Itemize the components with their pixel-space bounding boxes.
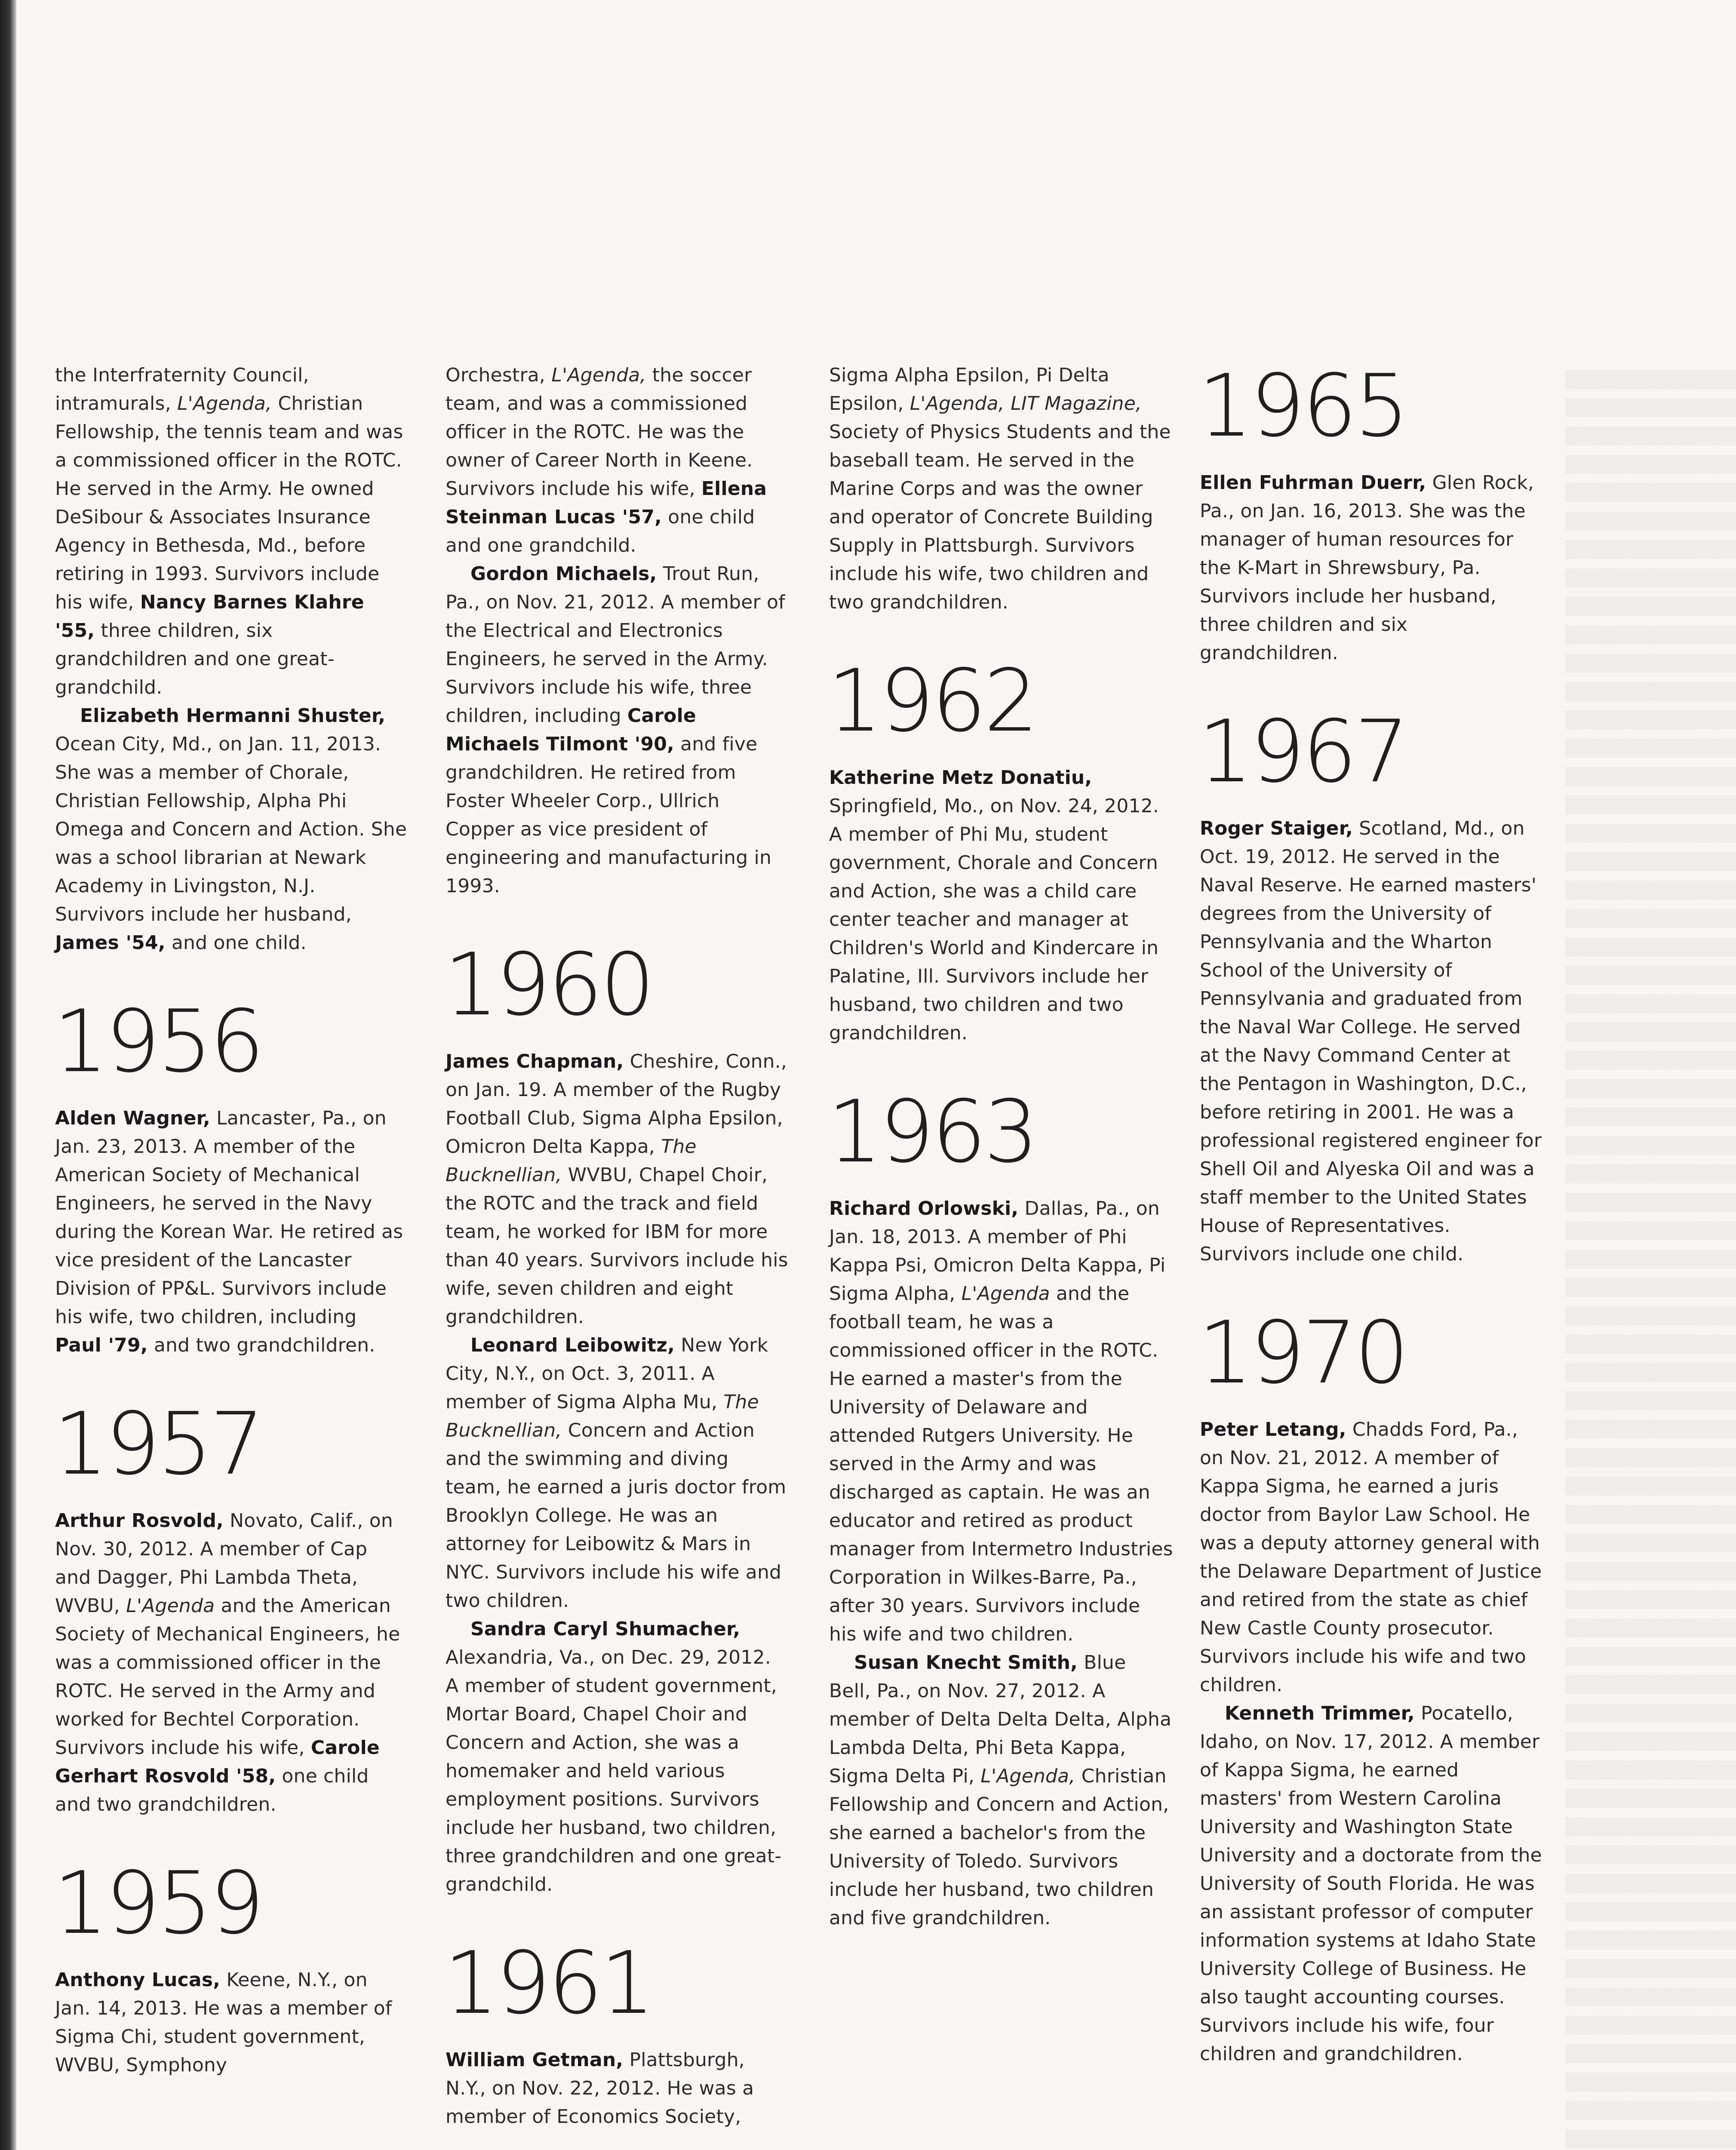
obituary-text: Trout Run, Pa., on Nov. 21, 2012. A member of the Electrical and Electronics Engineers, he served in the Army. Survivors include his wife, three children, including bbox=[446, 563, 785, 727]
obituary-text: Ocean City, Md., on Jan. 11, 2013. She was a member of Chorale, Christian Fellowship, Alpha Phi Omega and Concern and Action. She was a school librarian at Newark Academy in Livingston, N.J. Survivors include her husband, bbox=[55, 733, 407, 925]
obituary-paragraph bbox=[446, 560, 790, 900]
class-year-heading: 1963 bbox=[827, 1082, 1036, 1182]
person-name: Anthony Lucas, bbox=[55, 1969, 221, 1991]
obituary-paragraph bbox=[446, 1331, 790, 1615]
obituary-text: Orchestra, bbox=[446, 364, 552, 386]
obituary-text: and five grandchildren. He retired from Foster Wheeler Corp., Ullrich Copper as vice president of engineering and manufacturing in 1993. bbox=[446, 733, 772, 897]
class-year-heading: 1962 bbox=[827, 651, 1036, 751]
obituary-paragraph bbox=[1200, 1699, 1544, 2068]
obituary-text: Christian Fellowship and Concern and Action, she earned a bachelor's from the University of Toledo. Survivors include her husband, two children and five grandchildren. bbox=[829, 1765, 1169, 1929]
person-name: Sandra Caryl Shumacher, bbox=[470, 1618, 740, 1640]
obituary-paragraph bbox=[829, 764, 1173, 1047]
obituary-paragraph bbox=[1200, 469, 1544, 667]
publication-name: The Bucknellian, bbox=[446, 1136, 697, 1186]
person-name: Carole Gerhart Rosvold '58, bbox=[55, 1737, 380, 1787]
obituary-text: Cheshire, Conn., on Jan. 19. A member of the Rugby Football Club, Sigma Alpha Epsilon, Omicron Delta Kappa, bbox=[446, 1050, 787, 1158]
obituary-text: Springfield, Mo., on Nov. 24, 2012. A member of Phi Mu, student government, Chorale and Concern and Action, she was a child care center teacher and manager at Children's World and Kindercare in Palatine, Ill. Survivors include her husband, two children and two grandchildren. bbox=[829, 795, 1159, 1044]
person-name: Paul '79, bbox=[55, 1334, 148, 1356]
publication-name: L'Agenda bbox=[126, 1595, 215, 1617]
obituary-paragraph bbox=[55, 1507, 408, 1819]
person-name: Susan Knecht Smith, bbox=[854, 1652, 1078, 1674]
obituary-paragraph bbox=[446, 361, 790, 560]
obituary-text: Society of Physics Students and the baseball team. He served in the Marine Corps and was the owner and operator of Concrete Building Supply in Plattsburgh. Survivors include his wife, two children and two grandchildren. bbox=[829, 421, 1171, 613]
person-name: Carole Michaels Tilmont '90, bbox=[446, 705, 696, 755]
obituary-text: Glen Rock, Pa., on Jan. 16, 2013. She was the manager of human resources for the K-Mart in Shrewsbury, Pa. Survivors include her husband, three children and six grandchildren. bbox=[1200, 472, 1534, 664]
class-year-heading: 1961 bbox=[444, 1933, 652, 2033]
person-name: William Getman, bbox=[446, 2049, 624, 2071]
obituary-paragraph bbox=[55, 1104, 408, 1360]
obituary-text: and one child. bbox=[165, 932, 307, 954]
obituary-text: one child and two grandchildren. bbox=[55, 1765, 369, 1815]
obituary-text: Plattsburgh, N.Y., on Nov. 22, 2012. He was a member of Economics Society, bbox=[446, 2049, 754, 2128]
person-name: Richard Orlowski, bbox=[829, 1198, 1019, 1219]
person-name: Gordon Michaels, bbox=[470, 563, 657, 585]
person-name: Ellena Steinman Lucas '57, bbox=[446, 478, 767, 528]
obituary-text: Scotland, Md., on Oct. 19, 2012. He served in the Naval Reserve. He earned masters' degrees from the University of Pennsylvania and the Wharton School of the University of Pennsylvania and graduated from the Naval War College. He served at the Navy Command Center at the Pentagon in Washington, D.C., before retiring in 2001. He was a professional registered engineer for Shell Oil and Alyeska Oil and was a staff member to the United States House of Representatives. Survivors include one child. bbox=[1200, 817, 1542, 1265]
person-name: James Chapman, bbox=[446, 1050, 624, 1072]
obituary-paragraph bbox=[1200, 814, 1544, 1268]
obituary-text: WVBU, Chapel Choir, the ROTC and the track and field team, he worked for IBM for more than 40 years. Survivors include his wife, seven children and eight grandchildren. bbox=[446, 1164, 788, 1328]
obituary-text: Keene, N.Y., on Jan. 14, 2013. He was a member of Sigma Chi, student government, WVBU, Symphony bbox=[55, 1969, 392, 2076]
obituary-paragraph bbox=[446, 1615, 790, 1899]
person-name: Ellen Fuhrman Duerr, bbox=[1200, 472, 1426, 494]
publication-name: L'Agenda, LIT Magazine, bbox=[909, 393, 1142, 415]
person-name: Elizabeth Hermanni Shuster, bbox=[80, 705, 386, 727]
person-name: Nancy Barnes Klahre '55, bbox=[55, 591, 364, 642]
class-year-heading: 1965 bbox=[1198, 356, 1407, 456]
obituary-text: and the football team, he was a commissioned officer in the ROTC. He earned a master's from the University of Delaware and attended Rutgers University. He served in the Army and was discharged as captain. He was an educator and retired as product manager from Intermetro Industries Corporation in Wilkes-Barre, Pa., after 30 years. Survivors include his wife and two children. bbox=[829, 1283, 1173, 1645]
obituary-paragraph bbox=[55, 361, 408, 702]
class-year-heading: 1956 bbox=[53, 992, 262, 1092]
obituary-paragraph bbox=[829, 361, 1173, 617]
person-name: James '54, bbox=[55, 932, 166, 954]
class-year-heading: 1959 bbox=[53, 1853, 262, 1953]
obituary-text: one child and one grandchild. bbox=[446, 506, 755, 556]
obituary-text: the soccer team, and was a commissioned officer in the ROTC. He was the owner of Career North in Keene. Survivors include his wife, bbox=[446, 364, 753, 500]
obituary-text: New York City, N.Y., on Oct. 3, 2011. A member of Sigma Alpha Mu, bbox=[446, 1334, 768, 1413]
obituary-text: the Interfraternity Council, intramurals, bbox=[55, 364, 309, 415]
obituary-text: and two grandchildren. bbox=[147, 1334, 375, 1356]
column-2 bbox=[446, 361, 790, 2131]
person-name: Roger Staiger, bbox=[1200, 817, 1353, 839]
obituary-text: Sigma Alpha Epsilon, Pi Delta Epsilon, bbox=[829, 364, 1109, 415]
obituary-paragraph bbox=[446, 1047, 790, 1331]
publication-name: L'Agenda, bbox=[177, 393, 272, 415]
obituary-paragraph bbox=[1200, 1416, 1544, 1699]
person-name: Peter Letang, bbox=[1200, 1419, 1346, 1440]
column-4 bbox=[1198, 356, 1544, 2068]
column-3 bbox=[829, 361, 1173, 1932]
obituary-text: Pocatello, Idaho, on Nov. 17, 2012. A member of Kappa Sigma, he earned masters' from Western Carolina University and Washington State University and a doctorate from the University of South Florida. He was an assistant professor of computer information systems at Idaho State University College of Business. He also taught accounting courses. Survivors include his wife, four children and grandchildren. bbox=[1200, 1702, 1542, 2065]
obituary-paragraph bbox=[446, 2046, 790, 2131]
publication-name: L'Agenda, bbox=[551, 364, 646, 386]
person-name: Alden Wagner, bbox=[55, 1107, 210, 1129]
publication-name: The Bucknellian, bbox=[446, 1391, 759, 1441]
bleed-through-shadow bbox=[1565, 370, 1736, 2150]
obituary-text: Christian Fellowship, the tennis team and was a commissioned officer in the ROTC. He served in the Army. He owned DeSibour & Associates Insurance Agency in Bethesda, Md., before retiring in 1993. Survivors include his wife, bbox=[55, 393, 403, 613]
column-1 bbox=[55, 361, 408, 2079]
obituary-text: Chadds Ford, Pa., on Nov. 21, 2012. A member of Kappa Sigma, he earned a juris doctor from Baylor Law School. He was a deputy attorney general with the Delaware Department of Justice and retired from the state as chief New Castle County prosecutor. Survivors include his wife and two children. bbox=[1200, 1419, 1542, 1696]
person-name: Katherine Metz Donatiu, bbox=[829, 767, 1092, 789]
class-year-heading: 1967 bbox=[1198, 702, 1407, 802]
obituary-text: Alexandria, Va., on Dec. 29, 2012. A member of student government, Mortar Board, Chapel Choir and Concern and Action, she was a homemaker and held various employment positions. Survivors include her husband, two children, three grandchildren and one great-grandchild. bbox=[446, 1646, 782, 1895]
obituary-paragraph bbox=[55, 702, 408, 957]
class-year-heading: 1957 bbox=[53, 1394, 262, 1494]
binding-edge bbox=[0, 0, 16, 2150]
obituary-paragraph bbox=[829, 1195, 1173, 1649]
publication-name: L'Agenda, bbox=[980, 1765, 1075, 1787]
person-name: Kenneth Trimmer, bbox=[1225, 1702, 1415, 1724]
obituary-text: Dallas, Pa., on Jan. 18, 2013. A member of Phi Kappa Psi, Omicron Delta Kappa, Pi Sigma Alpha, bbox=[829, 1198, 1166, 1305]
obituary-text: Concern and Action and the swimming and diving team, he earned a juris doctor from Brooklyn College. He was an attorney for Leibowitz & Mars in NYC. Survivors include his wife and two children. bbox=[446, 1419, 787, 1612]
obituary-text: and the American Society of Mechanical Engineers, he was a commissioned officer in the ROTC. He served in the Army and worked for Bechtel Corporation. Survivors include his wife, bbox=[55, 1595, 400, 1759]
obituary-text: Lancaster, Pa., on Jan. 23, 2013. A member of the American Society of Mechanical Engineers, he served in the Navy during the Korean War. He retired as vice president of the Lancaster Division of PP&L. Survivors include his wife, two children, including bbox=[55, 1107, 403, 1328]
person-name: Leonard Leibowitz, bbox=[470, 1334, 675, 1356]
obituary-text: Blue Bell, Pa., on Nov. 27, 2012. A member of Delta Delta Delta, Alpha Lambda Delta, Phi Beta Kappa, Sigma Delta Pi, bbox=[829, 1652, 1172, 1787]
obituary-text: Novato, Calif., on Nov. 30, 2012. A member of Cap and Dagger, Phi Lambda Theta, WVBU, bbox=[55, 1510, 393, 1617]
obituary-paragraph bbox=[55, 1966, 408, 2079]
class-year-heading: 1960 bbox=[444, 935, 652, 1035]
obituary-paragraph bbox=[829, 1649, 1173, 1932]
publication-name: L'Agenda bbox=[961, 1283, 1050, 1305]
person-name: Arthur Rosvold, bbox=[55, 1510, 224, 1532]
obituary-text: three children, six grandchildren and one great-grandchild. bbox=[55, 620, 335, 698]
class-year-heading: 1970 bbox=[1198, 1303, 1407, 1403]
